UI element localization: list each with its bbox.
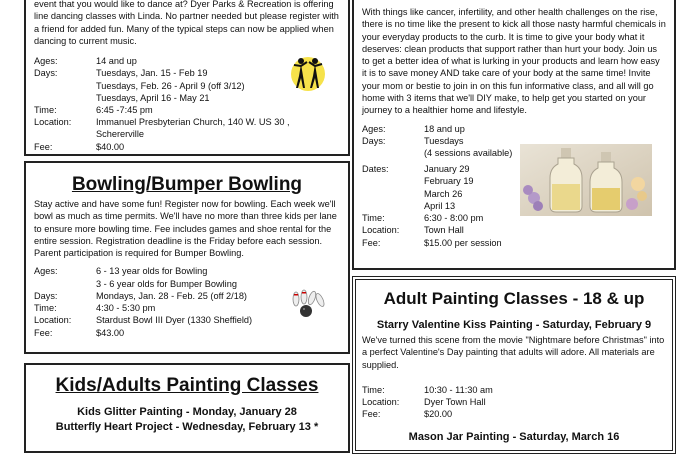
diy-days: Tuesdays bbox=[424, 135, 464, 146]
kids-painting-title: Kids/Adults Painting Classes bbox=[55, 375, 319, 396]
time-label: Time: bbox=[362, 384, 385, 395]
diy-location: Town Hall bbox=[424, 225, 464, 236]
days-label: Days: bbox=[362, 135, 386, 146]
diy-ages: 18 and up bbox=[424, 123, 465, 134]
ages-label: Ages: bbox=[34, 266, 58, 277]
time-label: Time: bbox=[34, 303, 57, 314]
days-label: Days: bbox=[34, 68, 58, 79]
bowling-box bbox=[24, 161, 350, 354]
bowling-days: Mondays, Jan. 28 - Feb. 25 (off 2/18) bbox=[96, 290, 247, 301]
location-label: Location: bbox=[362, 225, 400, 236]
ages-label: Ages: bbox=[362, 123, 386, 134]
kids-painting-line-1: Kids Glitter Painting - Monday, January 28 bbox=[77, 406, 297, 418]
adult-painting-fee: $20.00 bbox=[424, 409, 453, 420]
bowling-pins-icon bbox=[284, 283, 332, 319]
kids-painting-line-2: Butterfly Heart Project - Wednesday, February 13 * bbox=[55, 421, 319, 433]
adult-painting-location: Dyer Town Hall bbox=[424, 397, 486, 408]
dance-days-1: Tuesdays, Jan. 15 - Feb 19 bbox=[96, 68, 208, 79]
ages-label: Ages: bbox=[34, 56, 58, 67]
dance-fee: $40.00 bbox=[96, 141, 125, 152]
dates-label: Dates: bbox=[362, 164, 389, 175]
bowling-time: 4:30 - 5:30 pm bbox=[96, 303, 156, 314]
fee-label: Fee: bbox=[362, 237, 381, 248]
mason-jar-painting-title: Mason Jar Painting - Saturday, March 16 bbox=[408, 430, 620, 443]
dance-days-3: Tuesdays, April 16 - May 21 bbox=[96, 92, 210, 103]
bowling-ages-2: 3 - 6 year olds for Bumper Bowling bbox=[96, 278, 237, 289]
diy-products-box bbox=[352, 0, 676, 270]
location-label: Location: bbox=[34, 315, 72, 326]
line-dancing-box bbox=[24, 0, 350, 156]
diy-date-3: March 26 bbox=[424, 188, 463, 199]
dance-ages: 14 and up bbox=[96, 56, 137, 67]
time-label: Time: bbox=[362, 213, 385, 224]
fee-label: Fee: bbox=[362, 409, 381, 420]
diy-days-note: (4 sessions available) bbox=[424, 148, 513, 159]
oil-bottles-photo bbox=[520, 144, 652, 216]
adult-painting-time: 10:30 - 11:30 am bbox=[424, 384, 493, 395]
dancers-icon bbox=[288, 52, 328, 98]
diy-date-2: February 19 bbox=[424, 176, 474, 187]
dance-description: event that you would like to dance at? Dyer Parks & Recreation is offering line dancing classes with Linda. No partner needed but please register with a friend for added fun. Many of the typical steps can now be applied when dancing to current music. bbox=[34, 0, 339, 46]
diy-date-4: April 13 bbox=[424, 200, 456, 211]
diy-date-1: January 29 bbox=[424, 164, 470, 175]
adult-painting-box bbox=[352, 276, 676, 454]
bowling-title: Bowling/Bumper Bowling bbox=[71, 174, 303, 195]
time-label: Time: bbox=[34, 105, 57, 115]
bowling-ages-1: 6 - 13 year olds for Bowling bbox=[96, 266, 208, 277]
bowling-description: Stay active and have some fun! Register now for bowling. Each week we'll bowl as much as time permits. We'll have no more than three kids per lane to ensure more bowling time. Fee includes games and shoe rental for the entire session. Registration deadline is the Friday before each session. Parent participation is required for Bumper Bowling. bbox=[34, 199, 337, 259]
bowling-location: Stardust Bowl III Dyer (1330 Sheffield) bbox=[96, 315, 253, 326]
location-label: Location: bbox=[362, 397, 400, 408]
adult-painting-subtitle: Starry Valentine Kiss Painting - Saturday, February 9 bbox=[376, 319, 652, 331]
kids-painting-box bbox=[24, 363, 350, 453]
adult-painting-description: We've turned this scene from the movie "Nightmare before Christmas" into a perfect Valentine's Day painting that adults will adore. All materials are supplied. bbox=[362, 335, 665, 370]
dance-location: Immanuel Presbyterian Church, 140 W. US 30 , Schererville bbox=[96, 117, 290, 140]
fee-label: Fee: bbox=[34, 141, 53, 152]
bowling-fee: $43.00 bbox=[96, 327, 125, 338]
diy-fee: $15.00 per session bbox=[424, 237, 502, 248]
dance-time: 6:45 -7:45 pm bbox=[96, 105, 153, 115]
location-label: Location: bbox=[34, 117, 72, 128]
fee-label: Fee: bbox=[34, 327, 53, 338]
days-label: Days: bbox=[34, 290, 58, 301]
diy-description: With things like cancer, infertility, and other health challenges on the rise, there is no time like the present to kick all those nasty harmful chemicals in your everyday products to the curb. It is time to give your body what it deserves: clean products that support rather than hurt your body. Join us to get a better idea of what is lurking in your products and learn how easy it is to save money AND take care of your body at the same time! Invite your mom or bestie to join in on this fun informative class, and all will go home with 3 items that we'll DIY make, to help get you started on your journey to a healthier home and lifestyle. bbox=[362, 7, 666, 116]
dance-days-2: Tuesdays, Feb. 26 - April 9 (off 3/12) bbox=[96, 80, 245, 91]
diy-time: 6:30 - 8:00 pm bbox=[424, 213, 484, 224]
adult-painting-title: Adult Painting Classes - 18 & up bbox=[383, 289, 645, 308]
